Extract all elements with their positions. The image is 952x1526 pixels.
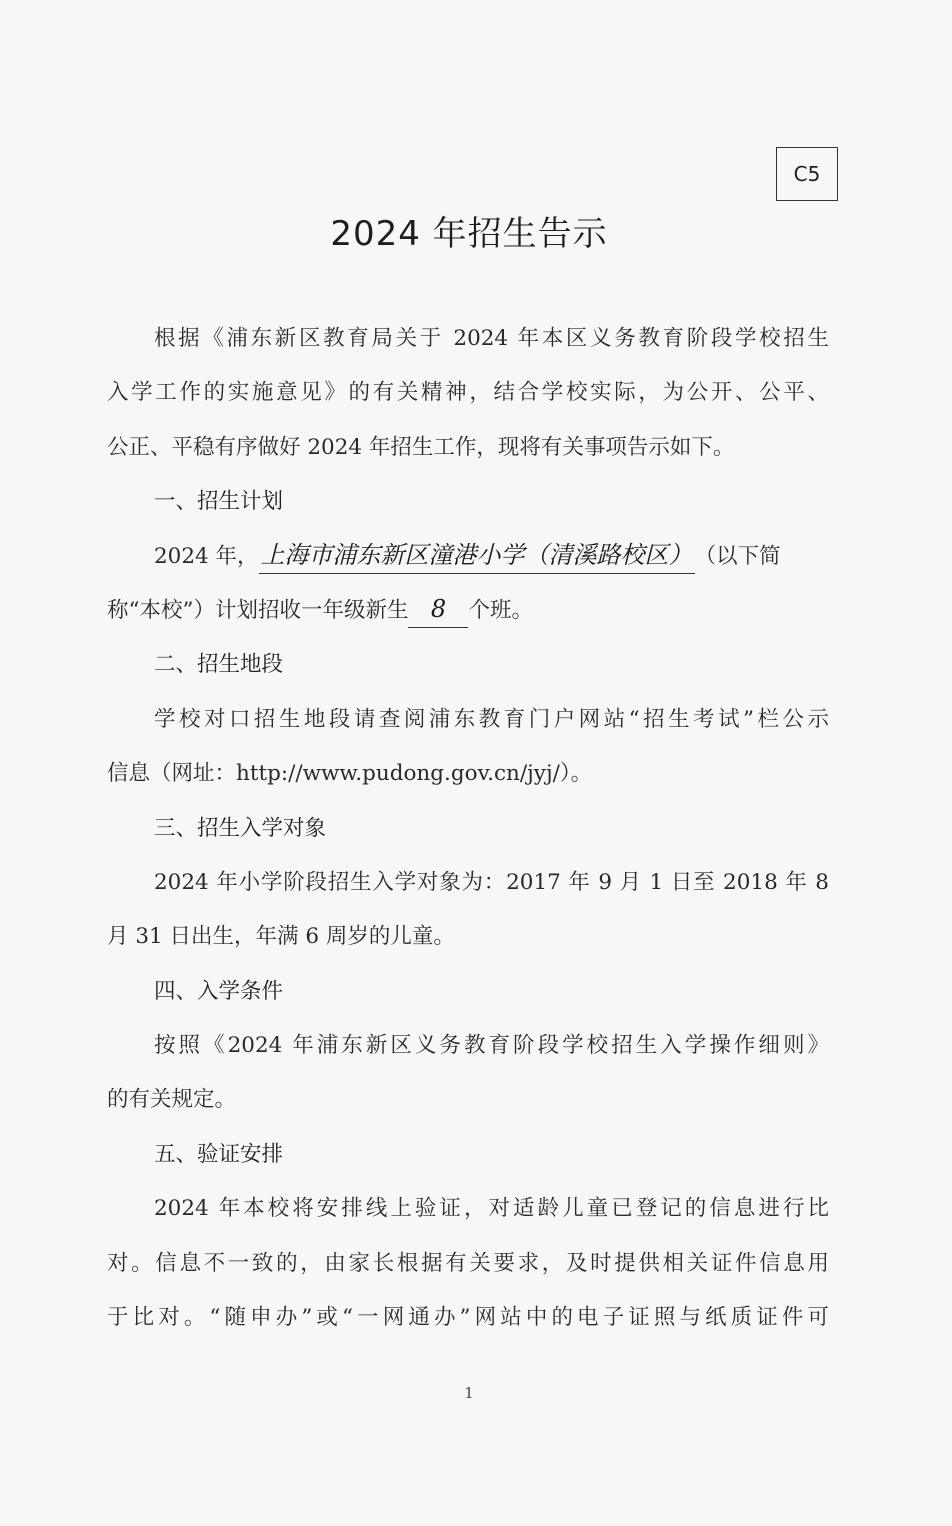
page-number: 1 <box>464 1384 474 1402</box>
document-title: 2024 年招生告示 <box>330 214 608 254</box>
school-name-handwritten: 上海市浦东新区潼港小学（清溪路校区） <box>259 537 695 574</box>
section-heading-zone: 二、招生地段 <box>154 652 284 678</box>
verification-line-3: 于比对。“随申办”或“一网通办”网站中的电子证照与纸质证件可 <box>107 1305 829 1331</box>
conditions-line-1: 按照《2024 年浦东新区义务教育阶段学校招生入学操作细则》 <box>154 1033 829 1059</box>
document-code-box: C5 <box>776 147 838 201</box>
zone-line-2: 信息（网址：http://www.pudong.gov.cn/jyj/）。 <box>107 761 593 787</box>
eligibility-line-1: 2024 年小学阶段招生入学对象为：2017 年 9 月 1 日至 2018 年 8 <box>154 869 829 895</box>
plan-line2-suffix: 个班。 <box>468 597 533 623</box>
verification-line-2: 对。信息不一致的，由家长根据有关要求，及时提供相关证件信息用 <box>107 1250 829 1276</box>
section-heading-conditions: 四、入学条件 <box>154 978 284 1004</box>
verification-line-1: 2024 年本校将安排线上验证，对适龄儿童已登记的信息进行比 <box>154 1196 829 1222</box>
plan-line-1 <box>107 530 829 584</box>
eligibility-line-2: 月 31 日出生，年满 6 周岁的儿童。 <box>107 924 455 950</box>
plan-line2-prefix: 称“本校”）计划招收一年级新生 <box>107 597 409 623</box>
intro-line-1: 根据《浦东新区教育局关于 2024 年本区义务教育阶段学校招生 <box>154 326 829 351</box>
document-body <box>107 312 829 1345</box>
intro-line-2: 入学工作的实施意见》的有关精神，结合学校实际，为公开、公平、 <box>107 380 829 406</box>
class-count-handwritten: 8 <box>408 591 468 628</box>
plan-line-2 <box>107 584 829 638</box>
conditions-line-2: 的有关规定。 <box>107 1087 237 1113</box>
section-heading-eligibility: 三、招生入学对象 <box>154 815 327 841</box>
plan-line1-suffix: （以下简 <box>694 543 781 569</box>
plan-year-prefix: 2024 年， <box>154 543 259 569</box>
section-heading-verification: 五、验证安排 <box>154 1141 284 1167</box>
zone-line-1: 学校对口招生地段请查阅浦东教育门户网站“招生考试”栏公示 <box>154 706 829 732</box>
section-heading-plan: 一、招生计划 <box>154 489 284 515</box>
intro-line-3: 公正、平稳有序做好 2024 年招生工作，现将有关事项告示如下。 <box>107 434 735 460</box>
